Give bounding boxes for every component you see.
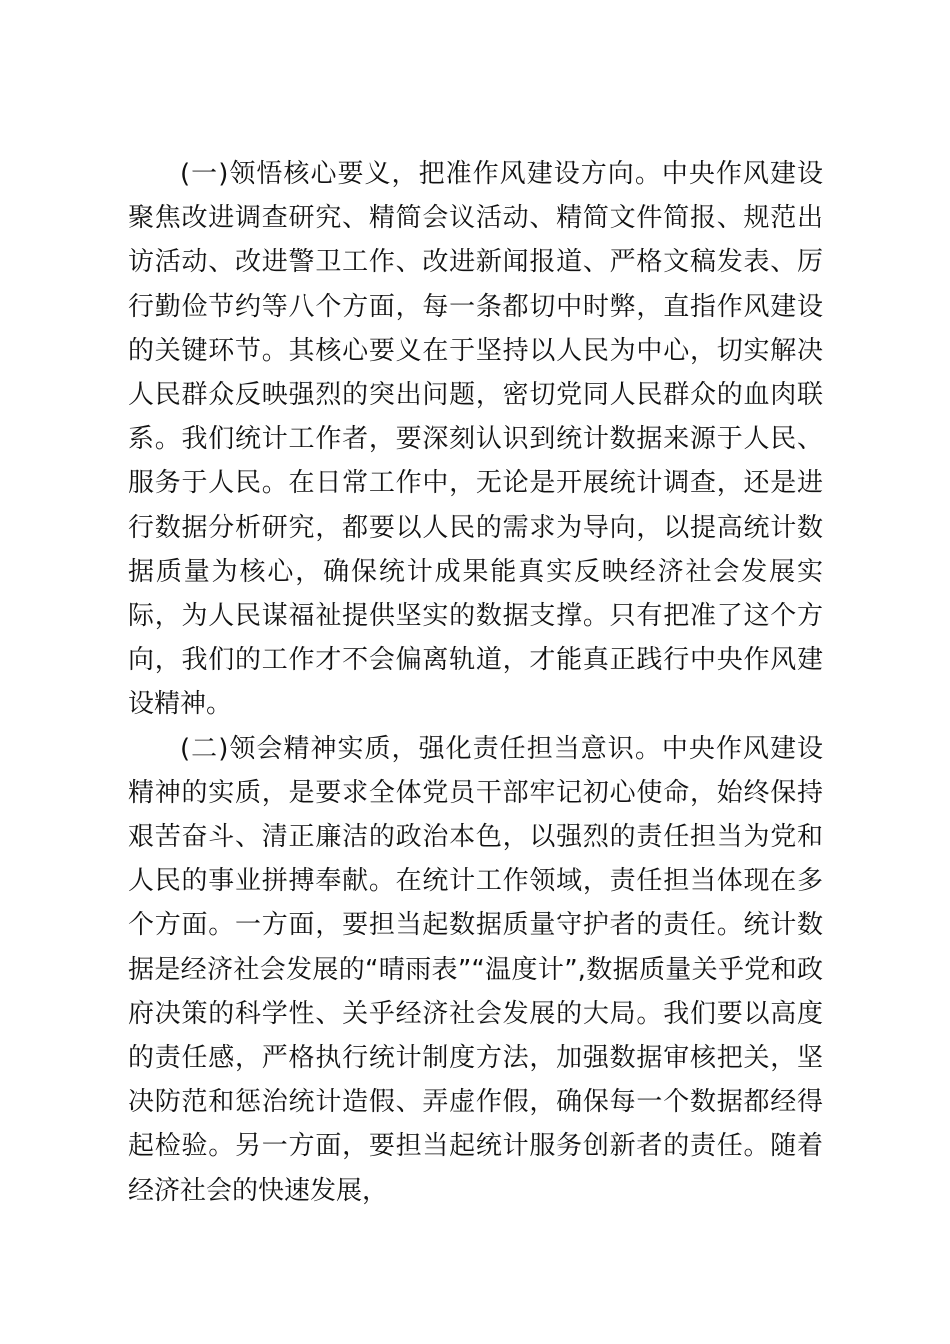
document-body (128, 152, 823, 1213)
paragraph-2: (二)领会精神实质，强化责任担当意识。中央作风建设精神的实质，是要求全体党员干部牢记初心使命，始终保持艰苦奋斗、清正廉洁的政治本色，以强烈的责任担当为党和人民的事业拼搏奉献。在统计工作领域，责任担当体现在多个方面。一方面，要担当起数据质量守护者的责任。统计数据是经济社会发展的“晴雨表”“温度计”,数据质量关乎党和政府决策的科学性、关乎经济社会发展的大局。我们要以高度的责任感，严格执行统计制度方法，加强数据审核把关，坚决防范和惩治统计造假、弄虚作假，确保每一个数据都经得起检验。另一方面，要担当起统计服务创新者的责任。随着经济社会的快速发展， (128, 733, 823, 1206)
paragraph-1: (一)领悟核心要义，把准作风建设方向。中央作风建设聚焦改进调查研究、精简会议活动、精简文件简报、规范出访活动、改进警卫工作、改进新闻报道、严格文稿发表、厉行勤俭节约等八个方面，每一条都切中时弊，直指作风建设的关键环节。其核心要义在于坚持以人民为中心，切实解决人民群众反映强烈的突出问题，密切党同人民群众的血肉联系。我们统计工作者，要深刻认识到统计数据来源于人民、服务于人民。在日常工作中，无论是开展统计调查，还是进行数据分析研究，都要以人民的需求为导向，以提高统计数据质量为核心，确保统计成果能真实反映经济社会发展实际，为人民谋福祉提供坚实的数据支撑。只有把准了这个方向，我们的工作才不会偏离轨道，才能真正践行中央作风建设精神。 (128, 159, 823, 720)
